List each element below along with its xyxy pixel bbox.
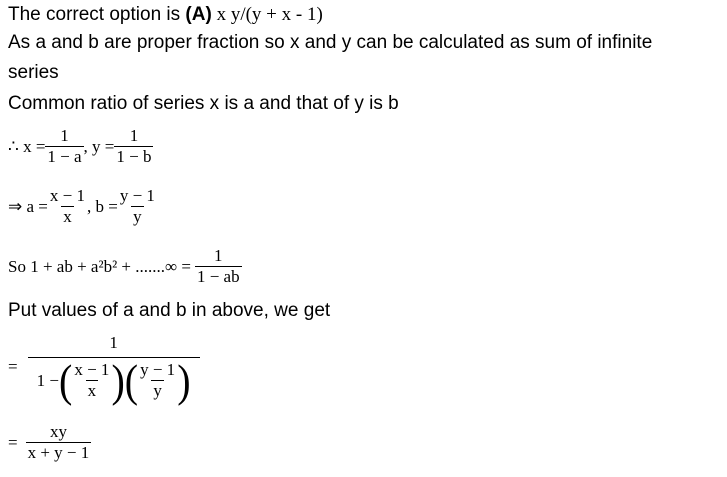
answer-prefix: The correct option is: [8, 4, 186, 25]
step-2-equation: [8, 186, 157, 227]
step-1-lead: ∴ x =: [8, 136, 46, 156]
answer-option: (A): [185, 4, 212, 25]
y-term-denominator: y: [153, 381, 162, 400]
step-6-equation: [8, 422, 91, 463]
b-denominator: y: [133, 207, 142, 226]
answer-line: [8, 4, 323, 26]
step-3-equation: [8, 246, 242, 287]
step-1-mid: , y =: [83, 136, 115, 156]
y-denominator: 1 − b: [116, 147, 152, 166]
y-term-fraction: [138, 360, 177, 401]
series-sum-fraction: [195, 246, 242, 287]
step-1-equation: [8, 126, 153, 167]
y-term: [124, 354, 191, 406]
step-6-lead: =: [8, 432, 18, 452]
left-paren-icon: (: [124, 354, 139, 406]
series-sum-numerator: 1: [214, 246, 223, 265]
step-2-mid: , b =: [86, 196, 118, 216]
result-fraction: [26, 422, 92, 463]
step-2-lead: ⇒ a =: [8, 196, 48, 216]
explanation-line-1: As a and b are proper fraction so x and y can be calculated as sum of infinite: [8, 32, 653, 53]
y-fraction: [114, 126, 153, 167]
step-5-lead: =: [8, 357, 18, 376]
x-denominator: 1 − a: [47, 147, 82, 166]
series-sum-denominator: 1 − ab: [196, 267, 240, 286]
x-fraction: [45, 126, 83, 167]
step-5-equation: [8, 333, 200, 406]
x-term-fraction: [72, 360, 111, 401]
explanation-line-3: Common ratio of series x is a and that of y is b: [8, 93, 399, 114]
x-term-numerator: x − 1: [74, 360, 110, 379]
big-denominator: [28, 354, 200, 406]
a-numerator: x − 1: [49, 186, 85, 205]
big-fraction: [28, 333, 200, 406]
x-term-denominator: x: [87, 381, 97, 400]
result-denominator: x + y − 1: [27, 443, 90, 462]
a-fraction: [48, 186, 87, 227]
answer-expression: x y/(y + x - 1): [211, 4, 323, 25]
left-paren-icon: (: [59, 354, 73, 406]
x-numerator: 1: [60, 126, 69, 145]
b-numerator: y − 1: [119, 186, 155, 205]
y-numerator: 1: [129, 126, 139, 145]
b-fraction: [118, 186, 157, 227]
right-paren-icon: ): [177, 354, 191, 406]
right-paren-icon: ): [111, 354, 125, 406]
a-denominator: x: [63, 207, 72, 226]
big-numerator: 1: [109, 333, 118, 352]
result-numerator: xy: [49, 422, 67, 441]
x-term: [59, 354, 125, 406]
series-sum-text: So 1 + ab + a²b² + .......∞ =: [8, 256, 191, 276]
explanation-line-2: series: [8, 62, 59, 83]
step-4-text: Put values of a and b in above, we get: [8, 300, 331, 321]
big-denominator-prefix: 1 −: [36, 370, 60, 390]
y-term-numerator: y − 1: [140, 360, 176, 379]
